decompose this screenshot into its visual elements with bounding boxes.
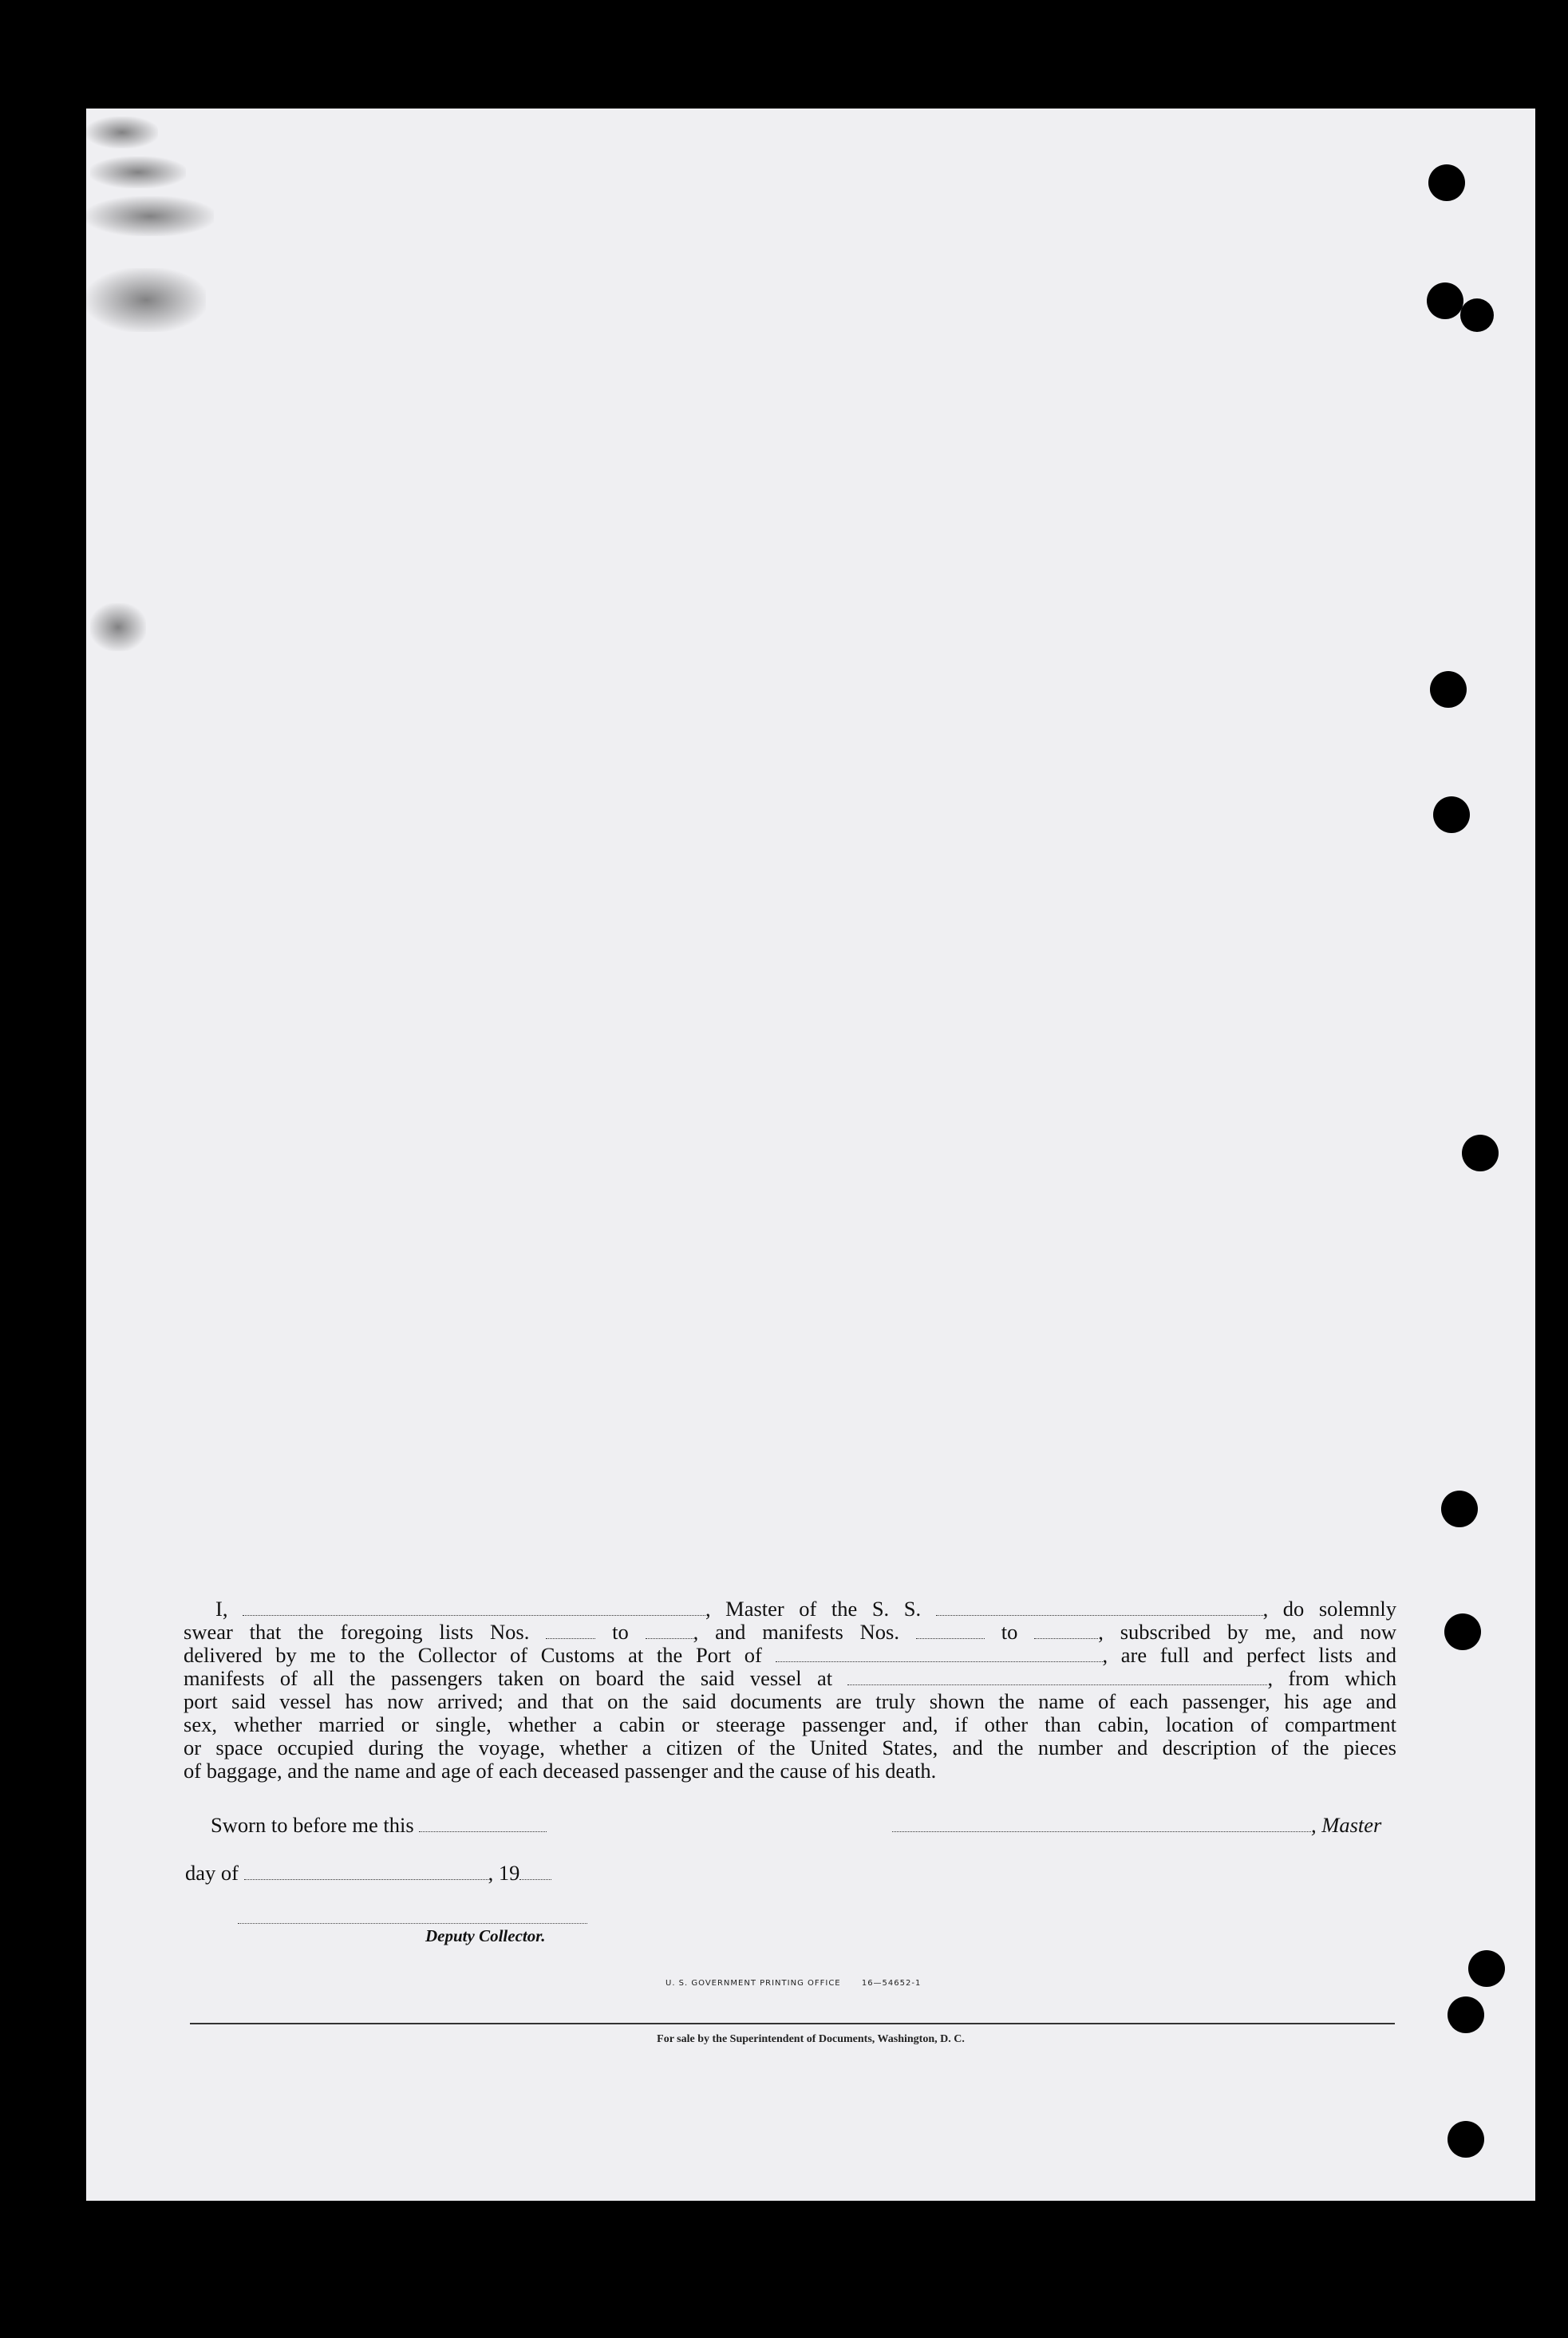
ink-smudge [90,156,186,188]
punch-hole [1428,164,1465,201]
ink-smudge [86,268,206,332]
deputy-collector-label: Deputy Collector. [425,1926,546,1945]
year-prefix-text: , 19 [488,1861,520,1885]
document-page [86,109,1535,2201]
manifest-from-blank [916,1624,985,1639]
master-label: , Master [1311,1813,1382,1837]
punch-hole [1468,1950,1505,1987]
punch-hole [1448,2121,1484,2158]
punch-hole [1433,796,1470,833]
ship-name-blank [936,1601,1263,1616]
oath-text: , are full and perfect lists and [1102,1643,1396,1667]
day-of-text: day of [185,1861,239,1885]
oath-text: to [1001,1620,1018,1644]
year-blank [519,1865,551,1880]
printing-office-text: U. S. GOVERNMENT PRINTING OFFICE [666,1979,841,1988]
departure-port-blank [847,1670,1267,1685]
sworn-text: Sworn to before me this [211,1813,414,1837]
punch-hole [1441,1491,1478,1527]
oath-text: swear that the foregoing lists Nos. [184,1620,530,1644]
oath-line: or space occupied during the voyage, whether a citizen of the United States, and the number and description of the pieces [184,1736,1396,1759]
oath-text: to [612,1620,629,1644]
list-to-blank [646,1624,693,1639]
oath-line [184,1644,1396,1667]
sale-notice: For sale by the Superintendent of Documents, Washington, D. C. [657,2033,965,2045]
form-number: 16—54652-1 [861,1979,922,1988]
oath-line: port said vessel has now arrived; and that on the said documents are truly shown the name of each passenger, his age and [184,1689,1396,1713]
oath-text: , Master of the S. S. [705,1597,922,1621]
deputy-signature-line [238,1923,587,1924]
port-blank [776,1647,1103,1662]
punch-hole [1460,298,1494,332]
printing-office [666,1979,921,1988]
month-blank [244,1865,488,1880]
oath-line [184,1598,1396,1621]
punch-hole [1462,1135,1499,1171]
list-from-blank [546,1624,595,1639]
punch-hole [1444,1613,1481,1650]
oath-line [184,1667,1396,1690]
oath-text: , from which [1267,1666,1397,1690]
day-of-label [185,1861,551,1886]
oath-text: I, [215,1597,228,1621]
punch-hole [1448,1996,1484,2033]
oath-text: delivered by me to the Collector of Customs at the Port of [184,1643,762,1667]
master-signature [892,1813,1381,1838]
oath-line: sex, whether married or single, whether a cabin or steerage passenger and, if other than cabin, location of compartment [184,1712,1396,1736]
punch-hole [1430,671,1467,708]
oath-text: , do solemnly [1262,1597,1397,1621]
oath-line: of baggage, and the name and age of each deceased passenger and the cause of his death. [184,1759,937,1783]
manifest-to-blank [1034,1624,1098,1639]
oath-text: , subscribed by me, and now [1098,1620,1396,1644]
sworn-day-blank [419,1817,547,1832]
oath-paragraph [184,1598,1396,1783]
ink-smudge [86,117,158,148]
ink-smudge [86,196,214,236]
master-signature-blank [892,1817,1311,1832]
master-name-blank [243,1601,705,1616]
oath-text: manifests of all the passengers taken on board the said vessel at [184,1666,833,1690]
oath-text: , and manifests Nos. [693,1620,899,1644]
ink-smudge [90,603,146,651]
oath-line [184,1621,1396,1644]
punch-hole [1427,282,1463,319]
sworn-label [211,1813,547,1838]
footer-rule [190,2023,1395,2024]
